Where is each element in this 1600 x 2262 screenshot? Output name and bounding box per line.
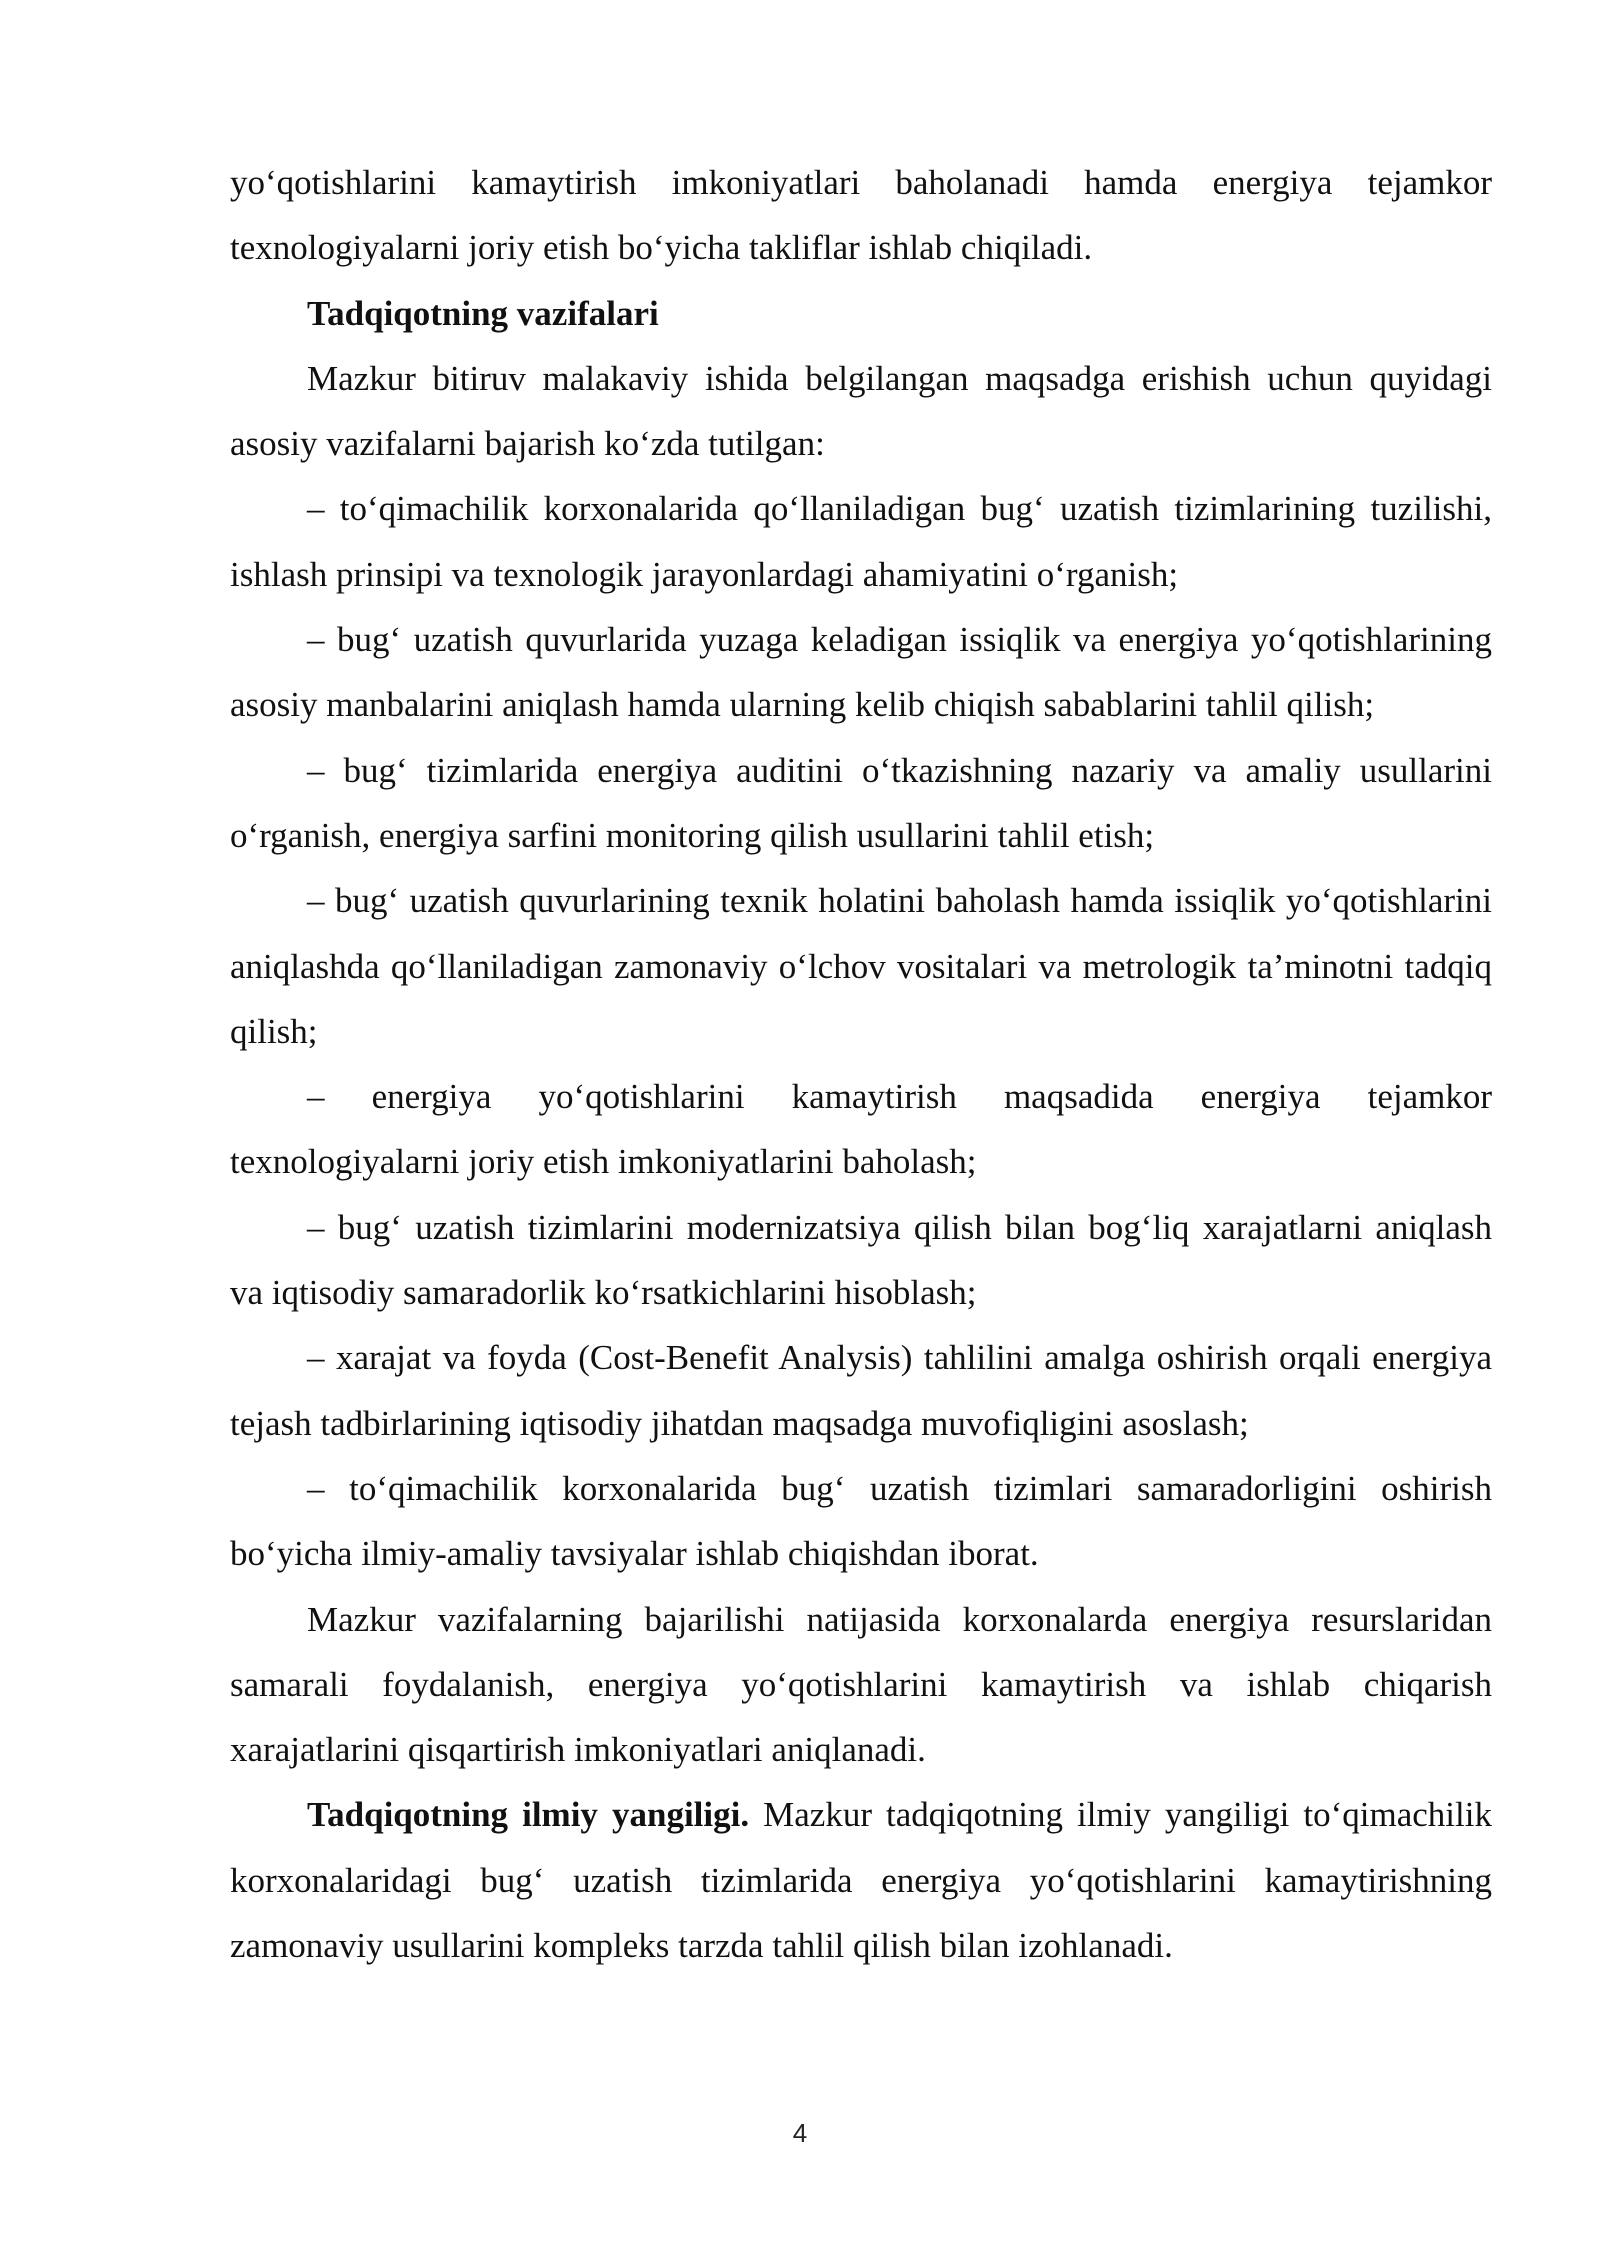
section-heading-tasks: Tadqiqotning vazifalari xyxy=(307,293,659,333)
novelty-heading: Tadqiqotning ilmiy yangiligi. xyxy=(307,1795,750,1835)
list-item-task: – bug‘ uzatish quvurlarining texnik holatini baholash hamda issiqlik yo‘qotishlarini aniqlashda qo‘llaniladigan zamonaviy o‘lchov vositalari va metrologik ta’minotni tadqiq qilish; xyxy=(230,881,1492,1051)
list-item-task: – bug‘ tizimlarida energiya auditini o‘tkazishning nazariy va amaliy usullarini o‘rganish, energiya sarfini monitoring qilish usullarini tahlil etish; xyxy=(230,750,1492,855)
paragraph-scientific-novelty xyxy=(230,1782,1492,1978)
list-item-task: – energiya yo‘qotishlarini kamaytirish maqsadida energiya tejamkor texnologiyalarni joriy etish imkoniyatlarini baholash; xyxy=(230,1077,1492,1182)
page-number: 4 xyxy=(792,2118,808,2148)
novelty-text: Mazkur tadqiqotning ilmiy yangiligi to‘qimachilik korxonalaridagi bug‘ uzatish tizimlarida energiya yo‘qotishlarini kamaytirishning zamonaviy usullarini kompleks tarzda tahlil qilish bilan izohlanadi. xyxy=(230,1795,1492,1966)
list-item-task: – to‘qimachilik korxonalarida qo‘llaniladigan bug‘ uzatish tizimlarining tuzilishi, ishlash prinsipi va texnologik jarayonlardagi ahamiyatini o‘rganish; xyxy=(230,489,1492,594)
list-item-task: – bug‘ uzatish tizimlarini modernizatsiya qilish bilan bog‘liq xarajatlarni aniqlash va iqtisodiy samaradorlik ko‘rsatkichlarini hisoblash; xyxy=(230,1207,1492,1313)
paragraph-intro-continuation: yo‘qotishlarini kamaytirish imkoniyatlari baholanadi hamda energiya tejamkor texnologiyalarni joriy etish bo‘yicha takliflar ishlab chiqiladi. xyxy=(230,163,1492,268)
paragraph-tasks-summary: Mazkur vazifalarning bajarilishi natijasida korxonalarda energiya resurslaridan samarali foydalanish, energiya yo‘qotishlarini kamaytirish va ishlab chiqarish xarajatlarini qisqartirish imkoniyatlari aniqlanadi. xyxy=(230,1599,1492,1770)
paragraph-tasks-intro: Mazkur bitiruv malakaviy ishida belgilangan maqsadga erishish uchun quyidagi asosiy vazifalarni bajarish ko‘zda tutilgan: xyxy=(230,358,1492,464)
document-page xyxy=(230,150,1492,1978)
list-item-task: – bug‘ uzatish quvurlarida yuzaga keladigan issiqlik va energiya yo‘qotishlarining asosiy manbalarini aniqlash hamda ularning kelib chiqish sabablarini tahlil qilish; xyxy=(230,620,1492,725)
list-item-task: – to‘qimachilik korxonalarida bug‘ uzatish tizimlari samaradorligini oshirish bo‘yicha ilmiy-amaliy tavsiyalar ishlab chiqishdan iborat. xyxy=(230,1468,1492,1574)
list-item-task: – xarajat va foyda (Cost-Benefit Analysis) tahlilini amalga oshirish orqali energiya tejash tadbirlarining iqtisodiy jihatdan maqsadga muvofiqligini asoslash; xyxy=(230,1338,1492,1443)
